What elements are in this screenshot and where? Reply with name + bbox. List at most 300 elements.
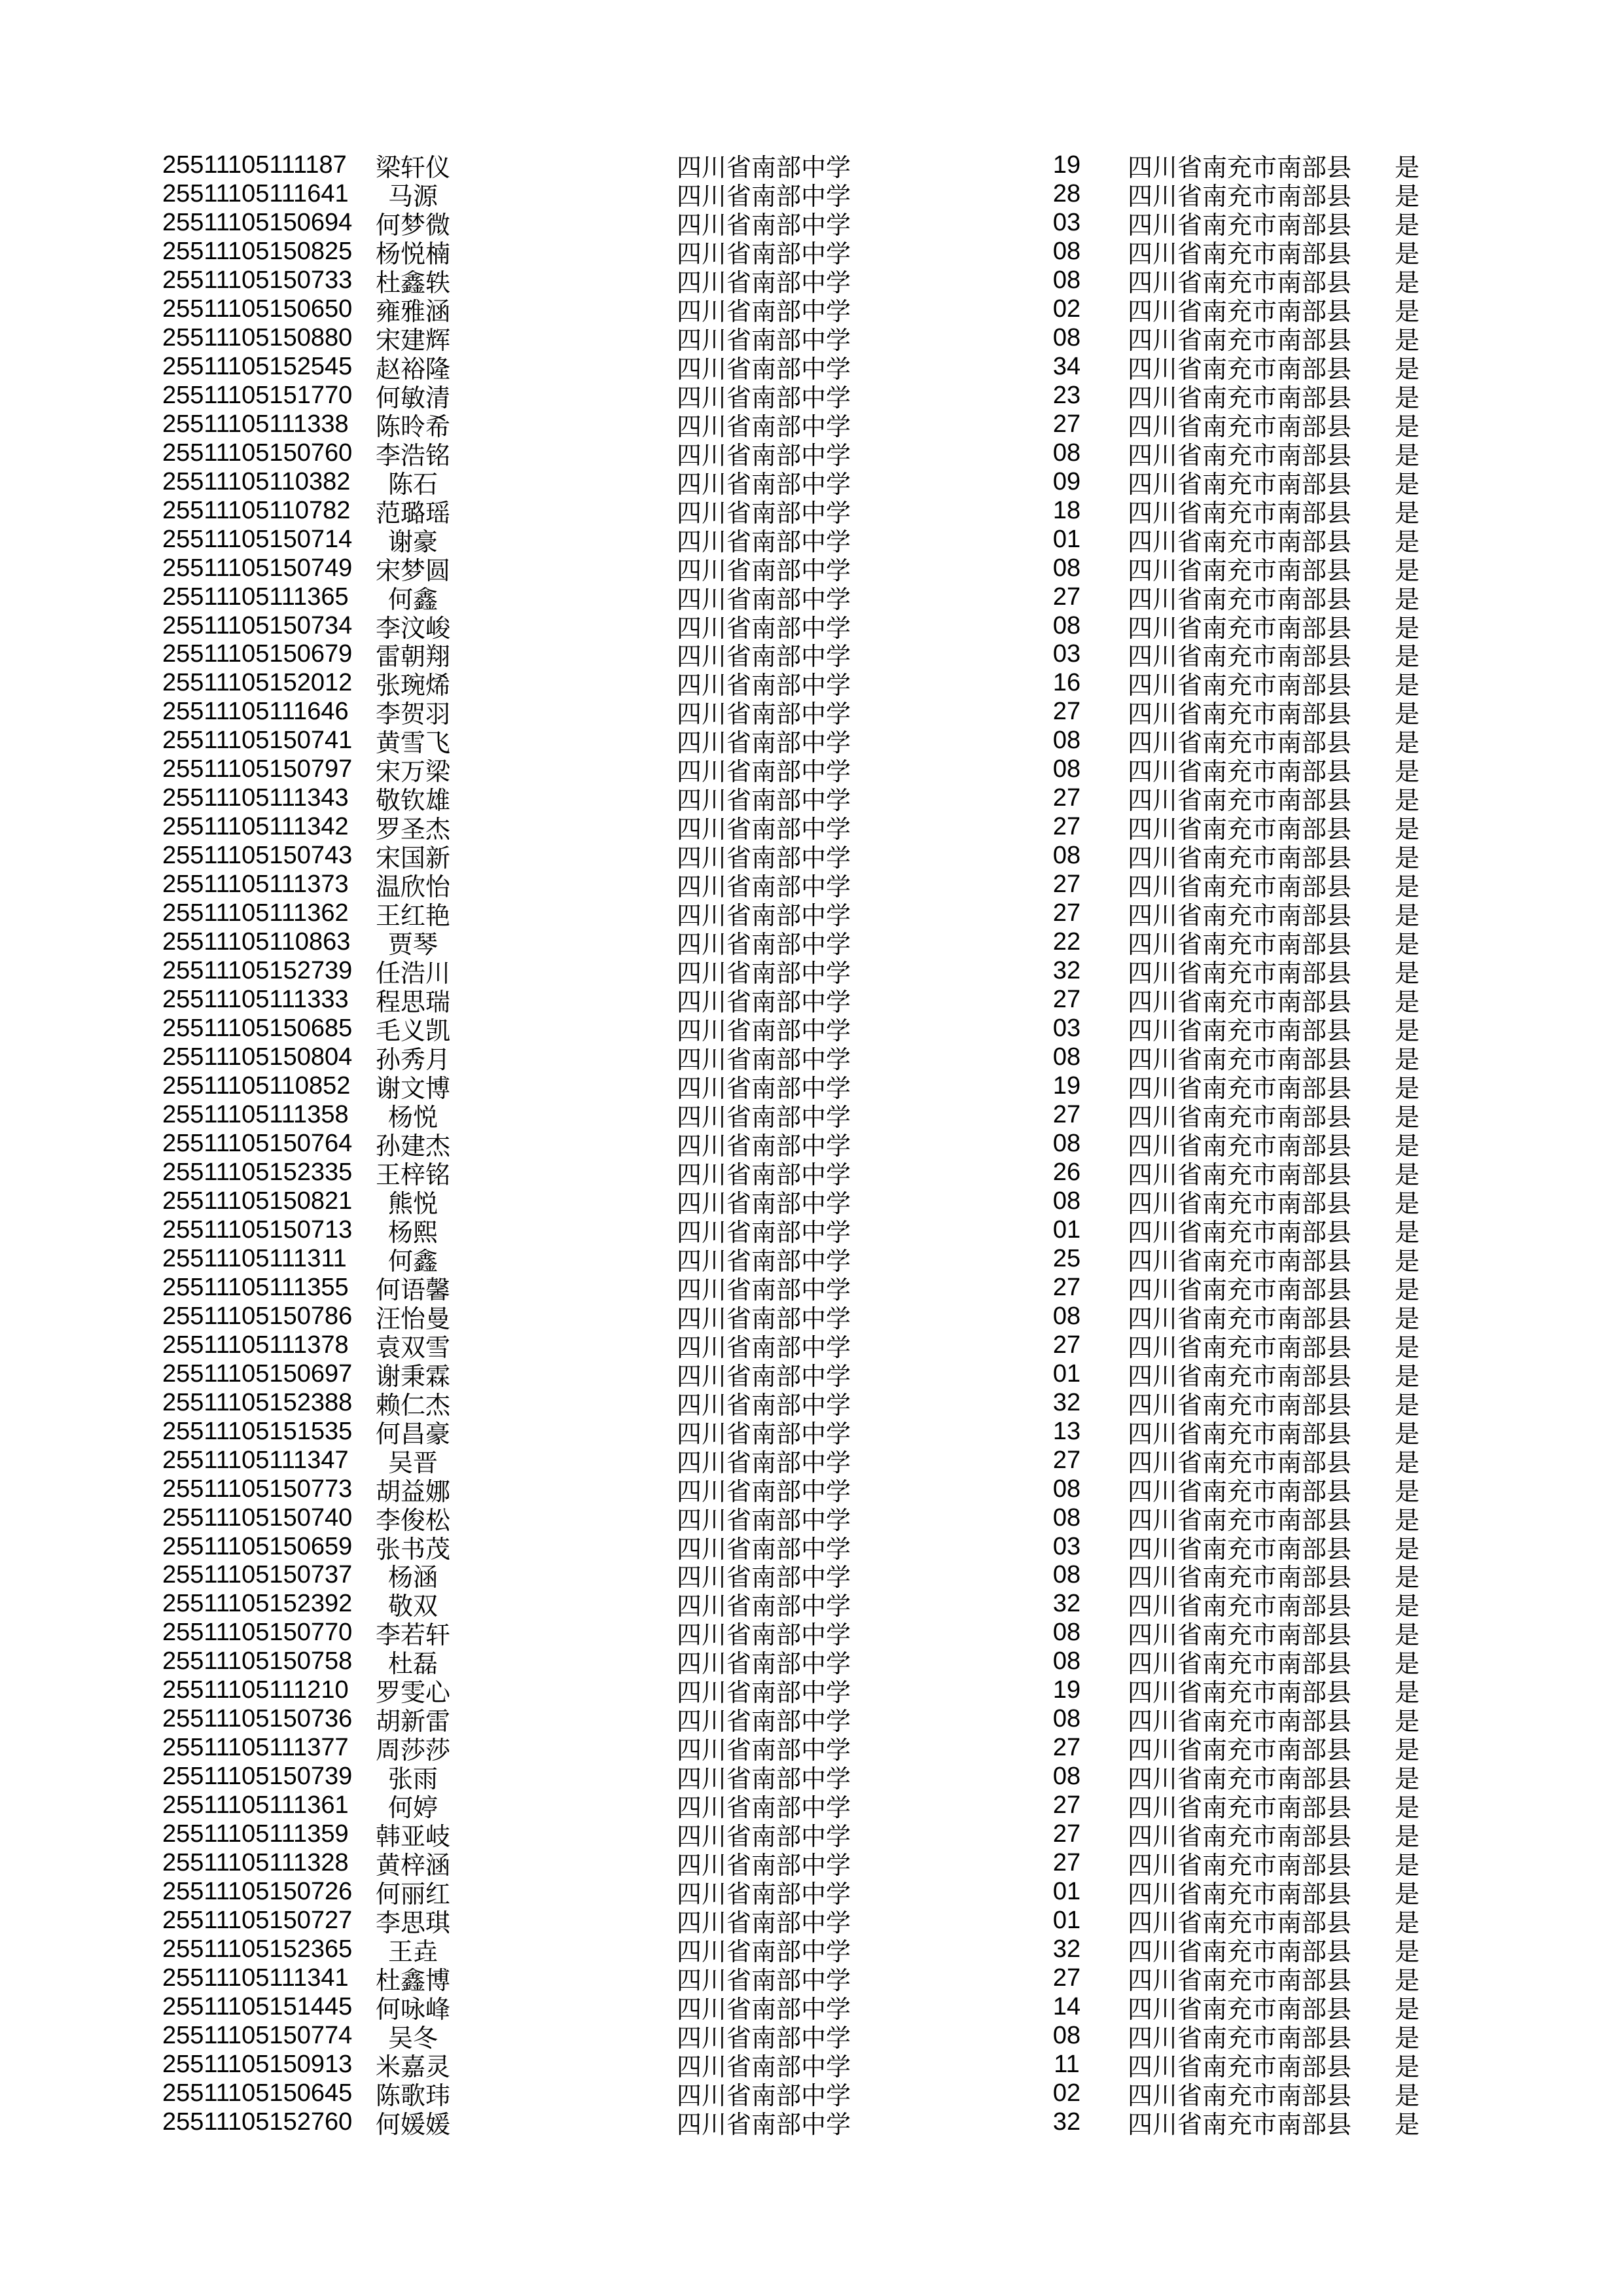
table-row — [0, 924, 1436, 960]
exam-id: 25511105110382 — [162, 467, 351, 495]
district-name: 四川省南充市南部县 — [1128, 1881, 1352, 1909]
table-row — [0, 205, 1436, 240]
class-number: 08 — [1052, 1129, 1081, 1157]
class-number: 08 — [1052, 1503, 1081, 1532]
school-name: 四川省南部中学 — [677, 384, 851, 412]
table-row — [0, 2047, 1436, 2081]
table-row — [0, 1730, 1436, 1765]
exam-id: 25511105150774 — [162, 2021, 353, 2049]
school-name: 四川省南部中学 — [677, 1823, 851, 1852]
school-name: 四川省南部中学 — [677, 1593, 851, 1621]
district-name: 四川省南充市南部县 — [1128, 442, 1352, 470]
table-row — [0, 1299, 1436, 1333]
exam-id: 25511105150685 — [162, 1014, 353, 1043]
table-row — [0, 1903, 1436, 1938]
school-name: 四川省南部中学 — [677, 672, 851, 700]
table-row — [0, 1414, 1436, 1448]
student-name: 袁双雪 — [375, 1334, 450, 1362]
table-row — [0, 1471, 1436, 1506]
class-number: 16 — [1052, 669, 1081, 697]
class-number: 03 — [1052, 1532, 1081, 1560]
district-name: 四川省南充市南部县 — [1128, 1708, 1352, 1736]
district-name: 四川省南充市南部县 — [1128, 1507, 1352, 1535]
class-number: 32 — [1052, 1388, 1081, 1416]
district-name: 四川省南充市南部县 — [1128, 874, 1352, 902]
school-name: 四川省南部中学 — [677, 931, 851, 960]
district-name: 四川省南充市南部县 — [1128, 903, 1352, 931]
flag-yes: 是 — [1394, 874, 1419, 902]
student-name: 孙建杰 — [375, 1132, 450, 1160]
flag-yes: 是 — [1394, 1535, 1419, 1564]
school-name: 四川省南部中学 — [677, 1795, 851, 1823]
exam-id: 25511105150650 — [162, 295, 353, 323]
flag-yes: 是 — [1394, 1996, 1419, 2024]
school-name: 四川省南部中学 — [677, 1478, 851, 1506]
school-name: 四川省南部中学 — [677, 2111, 851, 2139]
exam-id: 25511105111358 — [162, 1100, 349, 1128]
student-name: 汪怡曼 — [375, 1305, 450, 1333]
class-number: 03 — [1052, 208, 1081, 236]
flag-yes: 是 — [1394, 1766, 1419, 1794]
table-row — [0, 1039, 1436, 1075]
student-name: 敬钦雄 — [375, 787, 450, 816]
exam-id: 25511105150749 — [162, 554, 353, 582]
district-name: 四川省南充市南部县 — [1128, 2024, 1352, 2053]
table-row — [0, 895, 1436, 931]
district-name: 四川省南充市南部县 — [1128, 557, 1352, 585]
exam-id: 25511105150773 — [162, 1475, 353, 1503]
district-name: 四川省南充市南部县 — [1128, 355, 1352, 384]
class-number: 26 — [1052, 1158, 1081, 1186]
district-name: 四川省南充市南部县 — [1128, 154, 1352, 182]
class-number: 19 — [1052, 1072, 1081, 1100]
district-name: 四川省南充市南部县 — [1128, 2082, 1352, 2110]
school-name: 四川省南部中学 — [677, 442, 851, 470]
exam-id: 25511105152365 — [162, 1935, 353, 1964]
student-name: 杨熙 — [387, 1219, 438, 1247]
school-name: 四川省南部中学 — [677, 586, 851, 614]
flag-yes: 是 — [1394, 1420, 1419, 1448]
student-name: 王垚 — [387, 1939, 438, 1967]
flag-yes: 是 — [1394, 2082, 1419, 2110]
class-number: 27 — [1052, 1734, 1081, 1762]
district-name: 四川省南充市南部县 — [1128, 1363, 1352, 1391]
flag-yes: 是 — [1394, 442, 1419, 470]
flag-yes: 是 — [1394, 1708, 1419, 1736]
student-name: 吴晋 — [387, 1449, 438, 1477]
student-name: 李思琪 — [375, 1910, 450, 1938]
exam-id: 25511105150733 — [162, 266, 353, 294]
flag-yes: 是 — [1394, 557, 1419, 585]
district-name: 四川省南充市南部县 — [1128, 1766, 1352, 1794]
school-name: 四川省南部中学 — [677, 1852, 851, 1880]
district-name: 四川省南充市南部县 — [1128, 787, 1352, 816]
school-name: 四川省南部中学 — [677, 1161, 851, 1189]
exam-id: 25511105150743 — [162, 842, 353, 870]
district-name: 四川省南充市南部县 — [1128, 499, 1352, 528]
district-name: 四川省南充市南部县 — [1128, 1795, 1352, 1823]
exam-id: 25511105150679 — [162, 640, 353, 668]
student-name: 谢文博 — [375, 1075, 450, 1103]
district-name: 四川省南充市南部县 — [1128, 1852, 1352, 1880]
table-row — [0, 291, 1436, 326]
student-name: 杜磊 — [387, 1651, 438, 1679]
student-name: 宋建辉 — [375, 327, 450, 355]
table-row — [0, 349, 1436, 384]
exam-id: 25511105150821 — [162, 1187, 353, 1215]
table-row — [0, 2104, 1436, 2139]
district-name: 四川省南充市南部县 — [1128, 586, 1352, 614]
flag-yes: 是 — [1394, 730, 1419, 758]
class-number: 08 — [1052, 611, 1081, 639]
table-row — [0, 1443, 1436, 1477]
district-name: 四川省南充市南部县 — [1128, 1103, 1352, 1132]
flag-yes: 是 — [1394, 1967, 1419, 1996]
table-row — [0, 1816, 1436, 1852]
flag-yes: 是 — [1394, 1047, 1419, 1075]
exam-id: 25511105111377 — [162, 1734, 349, 1762]
exam-id: 25511105111311 — [162, 1244, 347, 1272]
school-name: 四川省南部中学 — [677, 1103, 851, 1132]
student-name: 杜鑫博 — [375, 1967, 450, 1996]
exam-id: 25511105152739 — [162, 957, 353, 985]
district-name: 四川省南充市南部县 — [1128, 2053, 1352, 2081]
table-row — [0, 665, 1436, 700]
school-name: 四川省南部中学 — [677, 1564, 851, 1592]
student-name: 米嘉灵 — [375, 2053, 450, 2081]
class-number: 01 — [1052, 1359, 1081, 1388]
flag-yes: 是 — [1394, 298, 1419, 326]
exam-id: 25511105111187 — [162, 151, 347, 179]
class-number: 02 — [1052, 295, 1081, 323]
district-name: 四川省南充市南部县 — [1128, 183, 1352, 211]
class-number: 27 — [1052, 1820, 1081, 1848]
table-row — [0, 1787, 1436, 1823]
class-number: 08 — [1052, 842, 1081, 870]
exam-id: 25511105150825 — [162, 237, 353, 265]
school-name: 四川省南部中学 — [677, 528, 851, 556]
school-name: 四川省南部中学 — [677, 1881, 851, 1909]
class-number: 08 — [1052, 266, 1081, 294]
district-name: 四川省南充市南部县 — [1128, 384, 1352, 412]
class-number: 27 — [1052, 1331, 1081, 1359]
student-name: 陈石 — [387, 471, 438, 499]
flag-yes: 是 — [1394, 355, 1419, 384]
school-name: 四川省南部中学 — [677, 1939, 851, 1967]
table-row — [0, 1097, 1436, 1132]
district-name: 四川省南充市南部县 — [1128, 1967, 1352, 1996]
school-name: 四川省南部中学 — [677, 1247, 851, 1276]
school-name: 四川省南部中学 — [677, 1535, 851, 1564]
student-name: 任浩川 — [375, 960, 450, 988]
district-name: 四川省南充市南部县 — [1128, 528, 1352, 556]
flag-yes: 是 — [1394, 1103, 1419, 1132]
district-name: 四川省南充市南部县 — [1128, 1564, 1352, 1592]
school-name: 四川省南部中学 — [677, 1622, 851, 1650]
exam-id: 25511105111328 — [162, 1849, 349, 1877]
table-row — [0, 838, 1436, 873]
exam-id: 25511105111343 — [162, 784, 349, 812]
class-number: 08 — [1052, 439, 1081, 467]
school-name: 四川省南部中学 — [677, 499, 851, 528]
district-name: 四川省南充市南部县 — [1128, 1823, 1352, 1852]
table-row — [0, 378, 1436, 412]
exam-id: 25511105151445 — [162, 1993, 353, 2020]
exam-id: 25511105111362 — [162, 899, 349, 927]
school-name: 四川省南部中学 — [677, 643, 851, 672]
flag-yes: 是 — [1394, 1852, 1419, 1880]
district-name: 四川省南充市南部县 — [1128, 1420, 1352, 1448]
school-name: 四川省南部中学 — [677, 1766, 851, 1794]
flag-yes: 是 — [1394, 759, 1419, 787]
student-name: 何咏峰 — [375, 1996, 450, 2024]
class-number: 27 — [1052, 1791, 1081, 1820]
table-row — [0, 262, 1436, 297]
flag-yes: 是 — [1394, 499, 1419, 528]
flag-yes: 是 — [1394, 1795, 1419, 1823]
school-name: 四川省南部中学 — [677, 989, 851, 1017]
exam-id: 25511105152545 — [162, 352, 353, 380]
district-name: 四川省南充市南部县 — [1128, 327, 1352, 355]
exam-id: 25511105150880 — [162, 323, 353, 351]
flag-yes: 是 — [1394, 960, 1419, 988]
table-row — [0, 1874, 1436, 1909]
district-name: 四川省南充市南部县 — [1128, 960, 1352, 988]
exam-id: 25511105150726 — [162, 1878, 353, 1906]
exam-id: 25511105150797 — [162, 755, 353, 783]
school-name: 四川省南部中学 — [677, 183, 851, 211]
school-name: 四川省南部中学 — [677, 845, 851, 873]
student-name: 雍雅涵 — [375, 298, 450, 326]
student-name: 吴冬 — [387, 2024, 438, 2053]
exam-id: 25511105111355 — [162, 1273, 349, 1301]
flag-yes: 是 — [1394, 1391, 1419, 1420]
district-name: 四川省南充市南部县 — [1128, 1247, 1352, 1276]
table-row — [0, 579, 1436, 614]
exam-id: 25511105152392 — [162, 1590, 353, 1618]
exam-id: 25511105150659 — [162, 1532, 353, 1560]
flag-yes: 是 — [1394, 1334, 1419, 1362]
student-name: 张雨 — [387, 1766, 438, 1794]
district-name: 四川省南充市南部县 — [1128, 615, 1352, 643]
table-row — [0, 867, 1436, 902]
district-name: 四川省南充市南部县 — [1128, 1305, 1352, 1333]
class-number: 27 — [1052, 1273, 1081, 1301]
district-name: 四川省南充市南部县 — [1128, 1535, 1352, 1564]
school-name: 四川省南部中学 — [677, 298, 851, 326]
student-name: 周莎莎 — [375, 1737, 450, 1765]
exam-id: 25511105150739 — [162, 1763, 353, 1791]
school-name: 四川省南部中学 — [677, 1967, 851, 1996]
exam-id: 25511105150645 — [162, 2079, 353, 2107]
student-name: 宋梦圆 — [375, 557, 450, 585]
exam-id: 25511105151535 — [162, 1417, 353, 1445]
district-name: 四川省南充市南部县 — [1128, 1161, 1352, 1189]
district-name: 四川省南充市南部县 — [1128, 1132, 1352, 1160]
class-number: 08 — [1052, 1302, 1081, 1330]
table-row — [0, 234, 1436, 268]
exam-id: 25511105150760 — [162, 439, 353, 467]
table-row — [0, 320, 1436, 355]
class-number: 18 — [1052, 496, 1081, 524]
student-name: 李汶峻 — [375, 615, 450, 643]
district-name: 四川省南充市南部县 — [1128, 845, 1352, 873]
flag-yes: 是 — [1394, 154, 1419, 182]
class-number: 27 — [1052, 899, 1081, 927]
class-number: 23 — [1052, 381, 1081, 409]
flag-yes: 是 — [1394, 1305, 1419, 1333]
school-name: 四川省南部中学 — [677, 874, 851, 902]
exam-id: 25511105111378 — [162, 1331, 349, 1359]
table-row — [0, 1557, 1436, 1592]
student-name: 罗圣杰 — [375, 816, 450, 844]
exam-id: 25511105111361 — [162, 1791, 349, 1820]
flag-yes: 是 — [1394, 1737, 1419, 1765]
school-name: 四川省南部中学 — [677, 1132, 851, 1160]
class-number: 08 — [1052, 1475, 1081, 1503]
table-row — [0, 809, 1436, 844]
exam-id: 25511105110852 — [162, 1072, 351, 1100]
flag-yes: 是 — [1394, 787, 1419, 816]
exam-id: 25511105150804 — [162, 1043, 353, 1071]
class-number: 01 — [1052, 525, 1081, 553]
student-name: 何梦微 — [375, 211, 450, 240]
student-name: 孙秀月 — [375, 1047, 450, 1075]
district-name: 四川省南充市南部县 — [1128, 1910, 1352, 1938]
flag-yes: 是 — [1394, 1593, 1419, 1621]
table-row — [0, 608, 1436, 643]
school-name: 四川省南部中学 — [677, 1737, 851, 1765]
school-name: 四川省南部中学 — [677, 557, 851, 585]
table-row — [0, 1845, 1436, 1880]
flag-yes: 是 — [1394, 528, 1419, 556]
school-name: 四川省南部中学 — [677, 211, 851, 240]
student-name: 何婷 — [387, 1795, 438, 1823]
table-row — [0, 1500, 1436, 1535]
table-row — [0, 147, 1436, 182]
district-name: 四川省南充市南部县 — [1128, 211, 1352, 240]
flag-yes: 是 — [1394, 269, 1419, 297]
district-name: 四川省南充市南部县 — [1128, 1939, 1352, 1967]
student-name: 杜鑫轶 — [375, 269, 450, 297]
school-name: 四川省南部中学 — [677, 787, 851, 816]
district-name: 四川省南充市南部县 — [1128, 931, 1352, 960]
flag-yes: 是 — [1394, 183, 1419, 211]
flag-yes: 是 — [1394, 1219, 1419, 1247]
class-number: 22 — [1052, 928, 1081, 956]
exam-id: 25511105152388 — [162, 1388, 353, 1416]
flag-yes: 是 — [1394, 1276, 1419, 1304]
table-row — [0, 1126, 1436, 1160]
district-name: 四川省南充市南部县 — [1128, 240, 1352, 268]
class-number: 32 — [1052, 1935, 1081, 1964]
class-number: 08 — [1052, 755, 1081, 783]
student-name: 毛义凯 — [375, 1018, 450, 1046]
flag-yes: 是 — [1394, 1075, 1419, 1103]
school-name: 四川省南部中学 — [677, 903, 851, 931]
school-name: 四川省南部中学 — [677, 816, 851, 844]
flag-yes: 是 — [1394, 1247, 1419, 1276]
table-row — [0, 1586, 1436, 1621]
table-row — [0, 1672, 1436, 1708]
student-name: 王红艳 — [375, 903, 450, 931]
class-number: 27 — [1052, 1446, 1081, 1474]
district-name: 四川省南充市南部县 — [1128, 1276, 1352, 1304]
district-name: 四川省南充市南部县 — [1128, 701, 1352, 729]
exam-id: 25511105110863 — [162, 928, 351, 956]
school-name: 四川省南部中学 — [677, 1075, 851, 1103]
flag-yes: 是 — [1394, 2024, 1419, 2053]
flag-yes: 是 — [1394, 931, 1419, 960]
flag-yes: 是 — [1394, 643, 1419, 672]
school-name: 四川省南部中学 — [677, 1018, 851, 1046]
district-name: 四川省南充市南部县 — [1128, 2111, 1352, 2139]
table-row — [0, 953, 1436, 988]
class-number: 08 — [1052, 1619, 1081, 1647]
school-name: 四川省南部中学 — [677, 154, 851, 182]
class-number: 08 — [1052, 1561, 1081, 1589]
class-number: 08 — [1052, 1705, 1081, 1733]
school-name: 四川省南部中学 — [677, 1276, 851, 1304]
exam-id: 25511105111365 — [162, 583, 349, 611]
student-name: 何语馨 — [375, 1276, 450, 1304]
class-number: 09 — [1052, 467, 1081, 495]
student-name: 李贺羽 — [375, 701, 450, 729]
exam-id: 25511105111338 — [162, 410, 349, 438]
district-name: 四川省南充市南部县 — [1128, 1622, 1352, 1650]
student-roster-table — [0, 147, 1436, 2139]
student-name: 李俊松 — [375, 1507, 450, 1535]
flag-yes: 是 — [1394, 327, 1419, 355]
student-name: 赵裕隆 — [375, 355, 450, 384]
student-name: 杨悦 — [387, 1103, 438, 1132]
class-number: 34 — [1052, 352, 1081, 380]
table-row — [0, 1356, 1436, 1391]
flag-yes: 是 — [1394, 2111, 1419, 2139]
exam-id: 25511105111373 — [162, 870, 349, 899]
class-number: 28 — [1052, 179, 1081, 207]
district-name: 四川省南充市南部县 — [1128, 1334, 1352, 1362]
class-number: 27 — [1052, 583, 1081, 611]
student-name: 何敏清 — [375, 384, 450, 412]
flag-yes: 是 — [1394, 1939, 1419, 1967]
student-name: 谢豪 — [387, 528, 438, 556]
table-row — [0, 982, 1436, 1017]
school-name: 四川省南部中学 — [677, 759, 851, 787]
student-name: 胡新雷 — [375, 1708, 450, 1736]
table-row — [0, 723, 1436, 758]
flag-yes: 是 — [1394, 2053, 1419, 2081]
class-number: 01 — [1052, 1878, 1081, 1906]
student-name: 李若轩 — [375, 1622, 450, 1650]
school-name: 四川省南部中学 — [677, 240, 851, 268]
exam-id: 25511105111342 — [162, 813, 349, 841]
exam-id: 25511105150714 — [162, 525, 353, 553]
table-row — [0, 1011, 1436, 1046]
district-name: 四川省南充市南部县 — [1128, 413, 1352, 441]
district-name: 四川省南充市南部县 — [1128, 1651, 1352, 1679]
student-name: 何昌豪 — [375, 1420, 450, 1448]
flag-yes: 是 — [1394, 1478, 1419, 1506]
student-name: 温欣怡 — [375, 874, 450, 902]
exam-id: 25511105150758 — [162, 1647, 353, 1676]
flag-yes: 是 — [1394, 1190, 1419, 1218]
class-number: 08 — [1052, 1647, 1081, 1676]
class-number: 19 — [1052, 151, 1081, 179]
flag-yes: 是 — [1394, 701, 1419, 729]
table-row — [0, 2075, 1436, 2110]
flag-yes: 是 — [1394, 1823, 1419, 1852]
